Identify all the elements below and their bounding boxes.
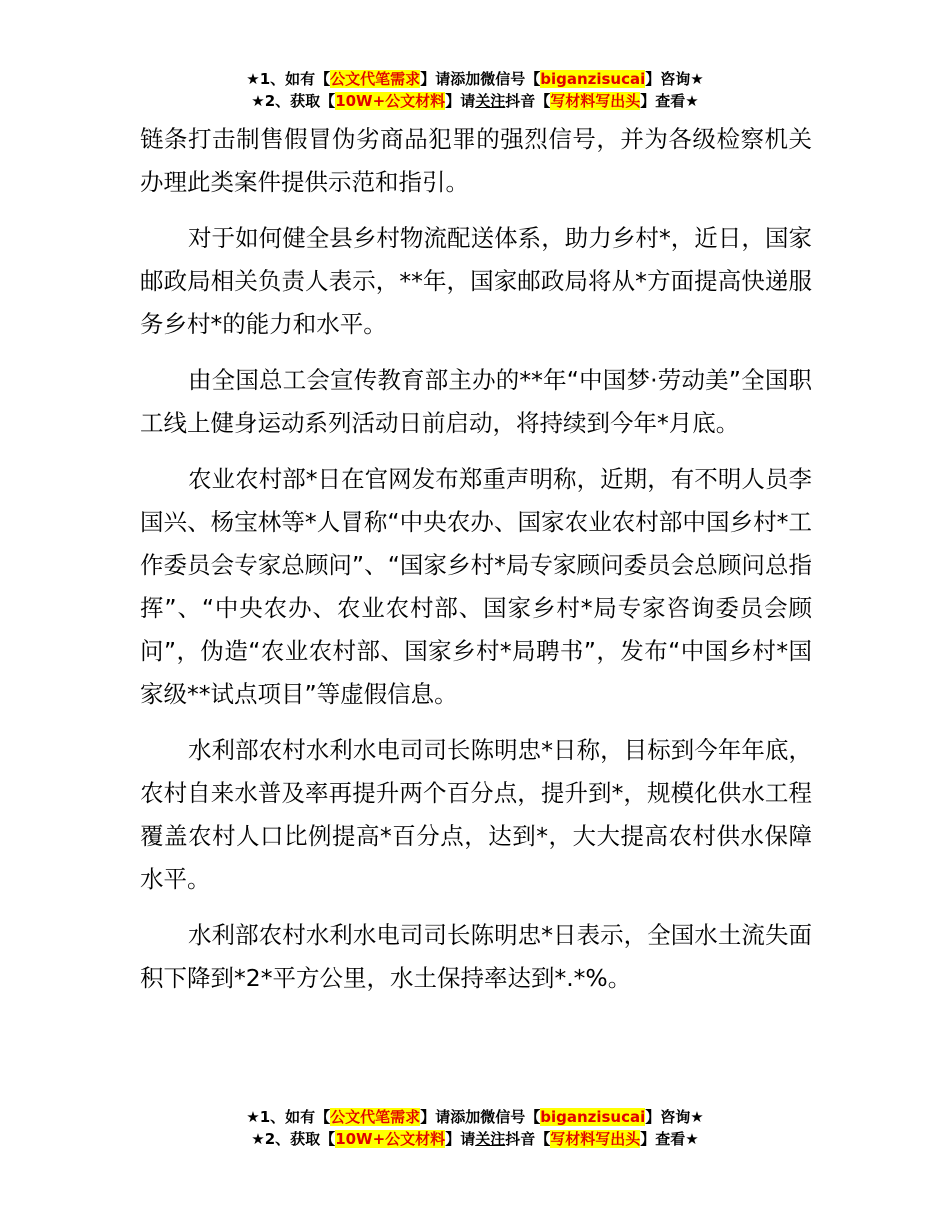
banner-text: 抖音【 — [505, 92, 551, 110]
banner-highlight-account: 写材料写出头 — [550, 1130, 641, 1148]
paragraph: 水利部农村水利水电司司长陈明忠*日称，目标到今年年底，农村自来水普及率再提升两个百分点，提升到*，规模化供水工程覆盖农村人口比例提高*百分点，达到*，大大提高农村供水保障水平。 — [140, 736, 812, 893]
banner-line-1 — [0, 68, 950, 90]
banner-text: ★1、如有【 — [246, 1108, 331, 1126]
banner-text: 】请添加微信号【 — [420, 1108, 541, 1126]
banner-highlight-materials: 10W+公文材料 — [335, 1130, 446, 1148]
paragraph: 对于如何健全县乡村物流配送体系，助力乡村*，近日，国家邮政局相关负责人表示，**年，国家邮政局将从*方面提高快递服务乡村*的能力和水平。 — [140, 224, 812, 338]
banner-text: ★2、获取【 — [251, 92, 336, 110]
banner-underlined-follow: 关注 — [475, 92, 506, 110]
banner-highlight-account: 写材料写出头 — [550, 92, 641, 110]
banner-line-2 — [0, 1128, 950, 1150]
banner-text: 】查看★ — [640, 1130, 699, 1148]
banner-text: 】请 — [445, 92, 476, 110]
footer-banner — [0, 1106, 950, 1150]
banner-line-2 — [0, 90, 950, 112]
banner-text: 】请 — [445, 1130, 476, 1148]
banner-text: 】请添加微信号【 — [420, 70, 541, 88]
banner-highlight-wechat-id: biganzisucai — [540, 70, 646, 88]
paragraph: 农业农村部*日在官网发布郑重声明称，近期，有不明人员李国兴、杨宝林等*人冒称“中央农办、国家农业农村部中国乡村*工作委员会专家总顾问”、“国家乡村*局专家顾问委员会总顾问总指挥”、“中央农办、农业农村部、国家乡村*局专家咨询委员会顾问”，伪造“农业农村部、国家乡村*局聘书”，发布“中国乡村*国家级**试点项目”等虚假信息。 — [140, 465, 812, 708]
banner-text: ★2、获取【 — [251, 1130, 336, 1148]
paragraph: 由全国总工会宣传教育部主办的**年“中国梦·劳动美”全国职工线上健身运动系列活动日前启动，将持续到今年*月底。 — [140, 366, 812, 437]
banner-highlight-service: 公文代笔需求 — [330, 1108, 421, 1126]
banner-line-1 — [0, 1106, 950, 1128]
paragraph: 链条打击制售假冒伪劣商品犯罪的强烈信号，并为各级检察机关办理此类案件提供示范和指引。 — [140, 125, 812, 196]
banner-text: 】查看★ — [640, 92, 699, 110]
banner-text: 】咨询★ — [645, 1108, 704, 1126]
banner-underlined-follow: 关注 — [475, 1130, 506, 1148]
banner-highlight-service: 公文代笔需求 — [330, 70, 421, 88]
banner-highlight-wechat-id: biganzisucai — [540, 1108, 646, 1126]
paragraph: 水利部农村水利水电司司长陈明忠*日表示，全国水土流失面积下降到*2*平方公里，水土保持率达到*.*%。 — [140, 921, 812, 992]
banner-text: ★1、如有【 — [246, 70, 331, 88]
banner-highlight-materials: 10W+公文材料 — [335, 92, 446, 110]
banner-text: 】咨询★ — [645, 70, 704, 88]
banner-text: 抖音【 — [505, 1130, 551, 1148]
header-banner — [0, 68, 950, 112]
document-body — [140, 118, 812, 1013]
